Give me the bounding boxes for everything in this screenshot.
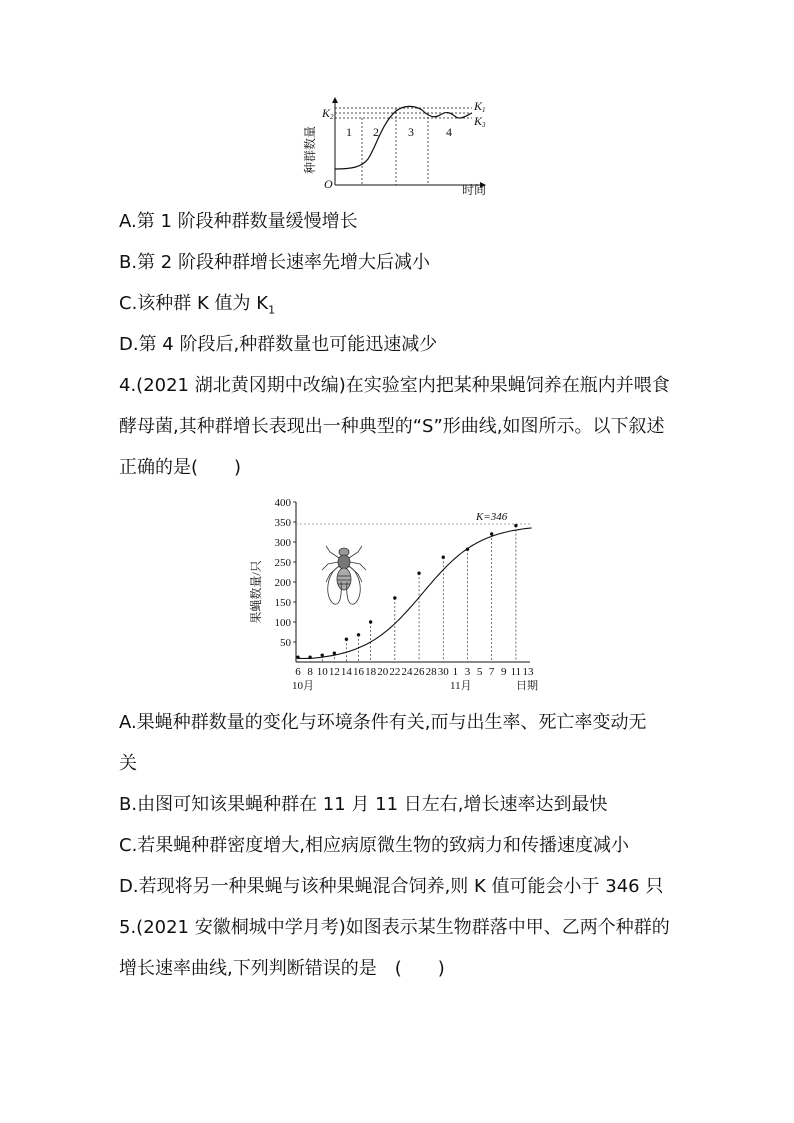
k1-label: K1 [474,99,486,114]
x-tick-label: 9 [501,666,507,678]
data-point [345,638,348,641]
chart1-xlabel: 时间 [462,183,487,195]
q4-option-d: D.若现将另一种果蝇与该种果蝇混合饲养,则 K 值可能会小于 346 只 [119,876,664,897]
data-point [296,656,299,659]
x-tick-label: 5 [476,666,483,678]
y-tick-label: 100 [274,617,291,629]
y-tick-label: 250 [274,557,291,569]
data-point [417,572,420,575]
stage-label-1: 1 [346,125,352,139]
x-tick-label: 16 [353,666,365,678]
y-tick-label: 400 [274,497,291,509]
x-tick-label: 14 [340,666,352,678]
x-tick-label: 20 [377,666,389,678]
stage-label-3: 3 [408,125,414,139]
data-point [490,532,493,535]
population-stage-chart [300,95,500,195]
data-point [321,654,324,657]
y-tick-label: 300 [274,537,291,549]
x-tick-label: 13 [522,666,534,678]
data-point [357,633,360,636]
x-tick-label: 12 [328,666,340,678]
fly-ylabel: 果蝇数量/只 [249,560,263,624]
q4-stem-line-1: 4.(2021 湖北黄冈期中改编)在实验室内把某种果蝇饲养在瓶内并喂食 [119,375,670,396]
data-point [369,620,372,623]
x-tick-label: 1 [452,666,459,678]
x-tick-label: 24 [401,666,413,678]
fruit-fly-illustration [322,546,366,604]
x-tick-label: 3 [464,666,471,678]
x-tick-label: 10 [316,666,328,678]
x-tick-label: 8 [307,666,313,678]
chart1-origin: O [324,177,333,191]
k2-label: K2 [322,106,334,121]
q4-option-a-line-1: A.果蝇种群数量的变化与环境条件有关,而与出生率、死亡率变动无 [119,712,647,733]
q3-option-c [119,292,275,323]
chart1-ylabel: 种群数量 [303,125,317,175]
q5-stem-line-1: 5.(2021 安徽桐城中学月考)如图表示某生物群落中甲、乙两个种群的 [119,917,670,938]
y-tick-label: 350 [274,517,291,529]
q4-stem-line-2: 酵母菌,其种群增长表现出一种典型的“S”形曲线,如图所示。以下叙述 [119,416,665,437]
x-tick-label: 22 [389,666,401,678]
x-tick-label: 18 [365,666,377,678]
fruit-fly-growth-chart [248,492,548,696]
x-tick-label: 6 [295,666,301,678]
q4-option-c: C.若果蝇种群密度增大,相应病原微生物的致病力和传播速度减小 [119,835,630,856]
q4-option-a-line-2: 关 [119,753,137,774]
q3-option-a: A.第 1 阶段种群数量缓慢增长 [119,211,358,232]
data-point [333,652,336,655]
q4-option-b: B.由图可知该果蝇种群在 11 月 11 日左右,增长速率达到最快 [119,794,608,815]
x-tick-label: 28 [425,666,437,678]
q3-option-b: B.第 2 阶段种群增长速率先增大后减小 [119,252,430,273]
q3-option-c-text: C.该种群 K 值为 K [119,293,269,314]
x-tick-label: 26 [413,666,425,678]
data-point [514,524,517,527]
x-tick-label: 7 [488,666,495,678]
y-tick-label: 150 [274,597,291,609]
fly-month-nov: 11月 [450,680,472,692]
data-point [442,556,445,559]
q5-stem-line-2: 增长速率曲线,下列判断错误的是 ( ) [119,958,445,979]
data-point [393,596,396,599]
stage-label-2: 2 [373,125,379,139]
fly-xlabel: 日期 [516,680,538,692]
x-tick-label: 11 [510,666,522,678]
fly-k-annotation: K=346 [476,511,508,523]
fly-month-oct: 10月 [292,680,314,692]
q4-stem-line-3: 正确的是( ) [119,457,242,478]
q3-option-d: D.第 4 阶段后,种群数量也可能迅速减少 [119,334,438,355]
x-tick-label: 30 [437,666,449,678]
y-tick-label: 50 [280,637,291,649]
data-point [466,548,469,551]
chart1-y-arrow [332,97,338,103]
logistic-curve [298,528,532,659]
q3-option-c-sub: 1 [268,303,276,317]
stage-label-4: 4 [446,125,452,139]
y-tick-label: 200 [274,577,291,589]
data-point [308,656,311,659]
k3-label: K3 [474,114,486,129]
